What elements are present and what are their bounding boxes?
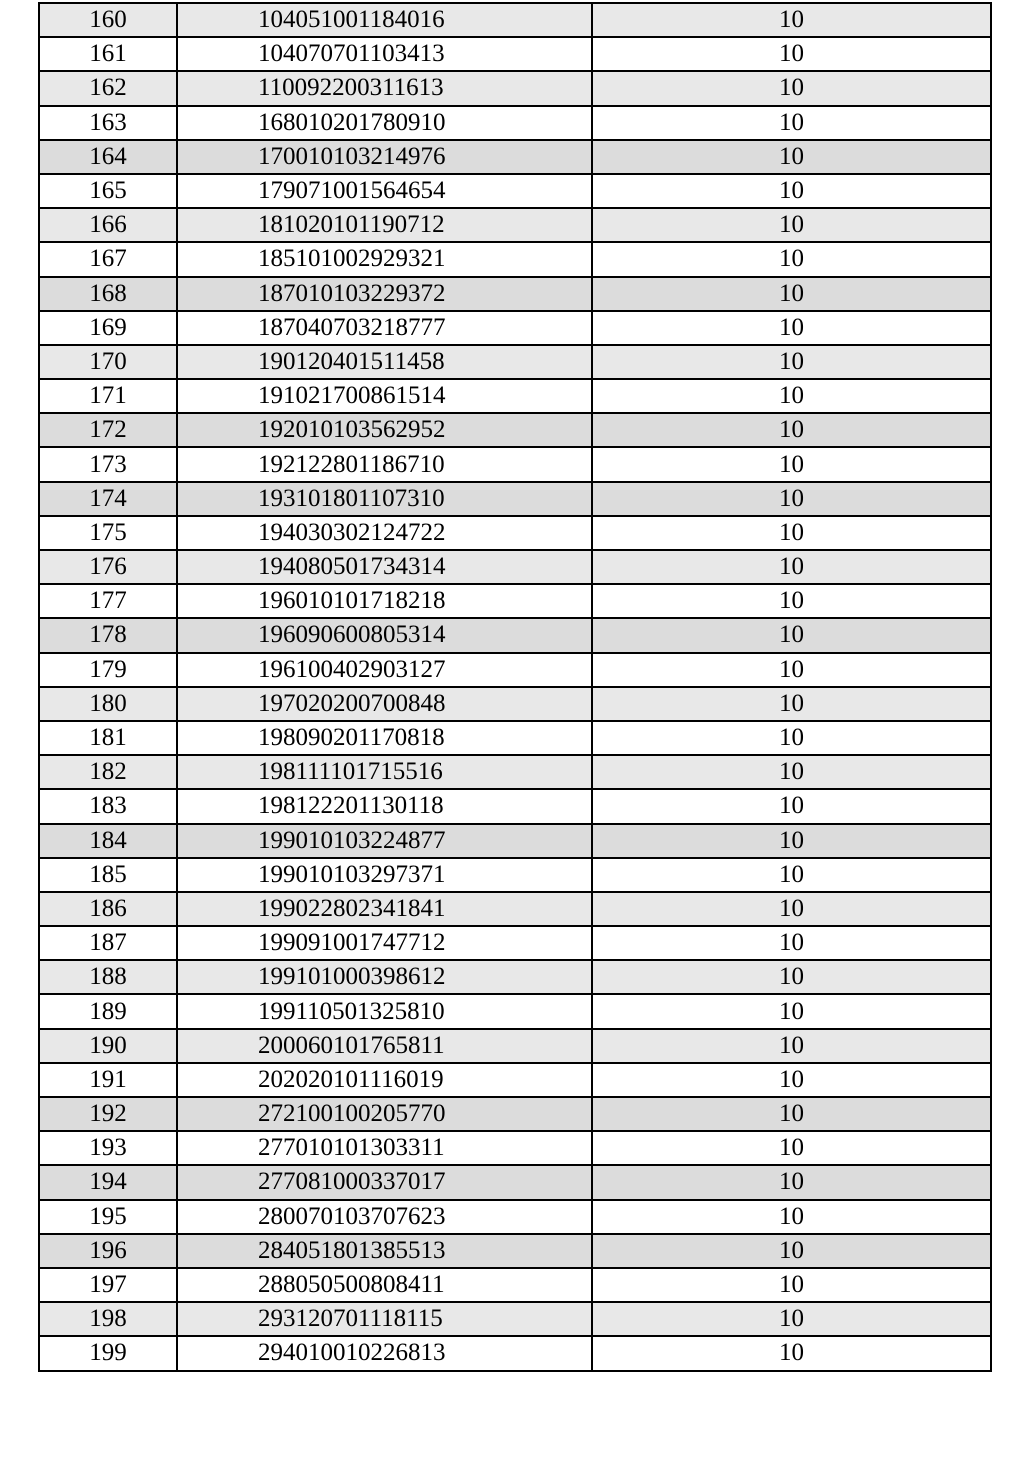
row-number-cell: 169 [39,311,177,345]
record-id-cell: 200060101765811 [177,1029,592,1063]
record-id-cell: 110092200311613 [177,71,592,105]
row-number-cell: 187 [39,926,177,960]
record-id-cell: 187040703218777 [177,311,592,345]
record-value-cell: 10 [592,550,991,584]
record-value-cell: 10 [592,71,991,105]
row-number-cell: 175 [39,516,177,550]
record-id-cell: 199110501325810 [177,994,592,1028]
table-row [39,379,991,413]
table-row [39,789,991,823]
table-row [39,37,991,71]
row-number-cell: 173 [39,447,177,481]
record-value-cell: 10 [592,858,991,892]
record-value-cell: 10 [592,277,991,311]
row-number-cell: 191 [39,1063,177,1097]
record-id-cell: 192010103562952 [177,413,592,447]
record-value-cell: 10 [592,1131,991,1165]
record-id-cell: 198111101715516 [177,755,592,789]
table-row [39,311,991,345]
record-value-cell: 10 [592,1234,991,1268]
table-row [39,413,991,447]
record-value-cell: 10 [592,345,991,379]
row-number-cell: 171 [39,379,177,413]
table-row [39,1268,991,1302]
table-row [39,926,991,960]
record-id-cell: 181020101190712 [177,208,592,242]
record-id-cell: 199010103224877 [177,824,592,858]
table-row [39,140,991,174]
record-value-cell: 10 [592,516,991,550]
record-id-cell: 196090600805314 [177,618,592,652]
row-number-cell: 199 [39,1336,177,1370]
row-number-cell: 179 [39,653,177,687]
record-id-cell: 104051001184016 [177,3,592,37]
record-value-cell: 10 [592,379,991,413]
record-value-cell: 10 [592,960,991,994]
table-row [39,71,991,105]
record-id-cell: 168010201780910 [177,106,592,140]
table-row [39,858,991,892]
record-id-cell: 280070103707623 [177,1200,592,1234]
record-id-cell: 199010103297371 [177,858,592,892]
table-row [39,653,991,687]
record-id-cell: 284051801385513 [177,1234,592,1268]
record-id-cell: 202020101116019 [177,1063,592,1097]
table-row [39,994,991,1028]
record-value-cell: 10 [592,687,991,721]
table-row [39,482,991,516]
record-id-cell: 196100402903127 [177,653,592,687]
table-row [39,277,991,311]
record-value-cell: 10 [592,208,991,242]
row-number-cell: 178 [39,618,177,652]
record-value-cell: 10 [592,1336,991,1370]
row-number-cell: 195 [39,1200,177,1234]
row-number-cell: 168 [39,277,177,311]
record-value-cell: 10 [592,824,991,858]
table-row [39,1336,991,1370]
record-value-cell: 10 [592,994,991,1028]
table-row [39,892,991,926]
row-number-cell: 162 [39,71,177,105]
table-row [39,721,991,755]
table-row [39,550,991,584]
record-value-cell: 10 [592,1063,991,1097]
table-row [39,687,991,721]
record-id-cell: 187010103229372 [177,277,592,311]
row-number-cell: 172 [39,413,177,447]
record-id-cell: 194080501734314 [177,550,592,584]
record-id-cell: 192122801186710 [177,447,592,481]
row-number-cell: 165 [39,174,177,208]
table-row [39,447,991,481]
record-id-cell: 199091001747712 [177,926,592,960]
record-value-cell: 10 [592,447,991,481]
table-row [39,1234,991,1268]
record-id-cell: 277010101303311 [177,1131,592,1165]
record-value-cell: 10 [592,482,991,516]
row-number-cell: 180 [39,687,177,721]
record-id-cell: 294010010226813 [177,1336,592,1370]
record-id-cell: 277081000337017 [177,1165,592,1199]
row-number-cell: 190 [39,1029,177,1063]
row-number-cell: 174 [39,482,177,516]
table-row [39,960,991,994]
record-id-cell: 196010101718218 [177,584,592,618]
row-number-cell: 185 [39,858,177,892]
record-id-cell: 185101002929321 [177,242,592,276]
record-value-cell: 10 [592,242,991,276]
row-number-cell: 192 [39,1097,177,1131]
record-value-cell: 10 [592,1200,991,1234]
record-value-cell: 10 [592,721,991,755]
record-id-cell: 190120401511458 [177,345,592,379]
row-number-cell: 164 [39,140,177,174]
table-row [39,618,991,652]
record-value-cell: 10 [592,1097,991,1131]
record-value-cell: 10 [592,926,991,960]
row-number-cell: 198 [39,1302,177,1336]
table-row [39,345,991,379]
table-row [39,242,991,276]
row-number-cell: 177 [39,584,177,618]
record-id-cell: 198122201130118 [177,789,592,823]
record-id-cell: 194030302124722 [177,516,592,550]
records-table-body [39,3,991,1371]
table-row [39,3,991,37]
record-id-cell: 199101000398612 [177,960,592,994]
table-row [39,106,991,140]
table-row [39,1302,991,1336]
row-number-cell: 167 [39,242,177,276]
table-row [39,516,991,550]
row-number-cell: 189 [39,994,177,1028]
record-id-cell: 293120701118115 [177,1302,592,1336]
row-number-cell: 170 [39,345,177,379]
record-id-cell: 198090201170818 [177,721,592,755]
record-id-cell: 272100100205770 [177,1097,592,1131]
row-number-cell: 196 [39,1234,177,1268]
row-number-cell: 166 [39,208,177,242]
table-row [39,755,991,789]
row-number-cell: 163 [39,106,177,140]
record-value-cell: 10 [592,789,991,823]
row-number-cell: 188 [39,960,177,994]
row-number-cell: 160 [39,3,177,37]
record-id-cell: 193101801107310 [177,482,592,516]
table-row [39,208,991,242]
record-value-cell: 10 [592,618,991,652]
table-row [39,1131,991,1165]
table-row [39,1063,991,1097]
records-table [38,2,992,1372]
table-row [39,1165,991,1199]
record-id-cell: 199022802341841 [177,892,592,926]
table-row [39,824,991,858]
record-id-cell: 179071001564654 [177,174,592,208]
record-value-cell: 10 [592,140,991,174]
record-value-cell: 10 [592,413,991,447]
record-id-cell: 170010103214976 [177,140,592,174]
row-number-cell: 181 [39,721,177,755]
record-id-cell: 104070701103413 [177,37,592,71]
table-row [39,174,991,208]
record-value-cell: 10 [592,174,991,208]
table-row [39,1200,991,1234]
record-value-cell: 10 [592,653,991,687]
row-number-cell: 194 [39,1165,177,1199]
record-value-cell: 10 [592,1268,991,1302]
record-id-cell: 191021700861514 [177,379,592,413]
row-number-cell: 184 [39,824,177,858]
record-value-cell: 10 [592,1165,991,1199]
record-value-cell: 10 [592,892,991,926]
row-number-cell: 193 [39,1131,177,1165]
row-number-cell: 176 [39,550,177,584]
record-value-cell: 10 [592,584,991,618]
record-id-cell: 288050500808411 [177,1268,592,1302]
record-value-cell: 10 [592,1029,991,1063]
record-value-cell: 10 [592,106,991,140]
row-number-cell: 186 [39,892,177,926]
row-number-cell: 161 [39,37,177,71]
table-row [39,584,991,618]
record-value-cell: 10 [592,311,991,345]
table-row [39,1097,991,1131]
row-number-cell: 182 [39,755,177,789]
record-value-cell: 10 [592,37,991,71]
row-number-cell: 183 [39,789,177,823]
record-value-cell: 10 [592,3,991,37]
record-value-cell: 10 [592,1302,991,1336]
row-number-cell: 197 [39,1268,177,1302]
record-value-cell: 10 [592,755,991,789]
table-row [39,1029,991,1063]
record-id-cell: 197020200700848 [177,687,592,721]
